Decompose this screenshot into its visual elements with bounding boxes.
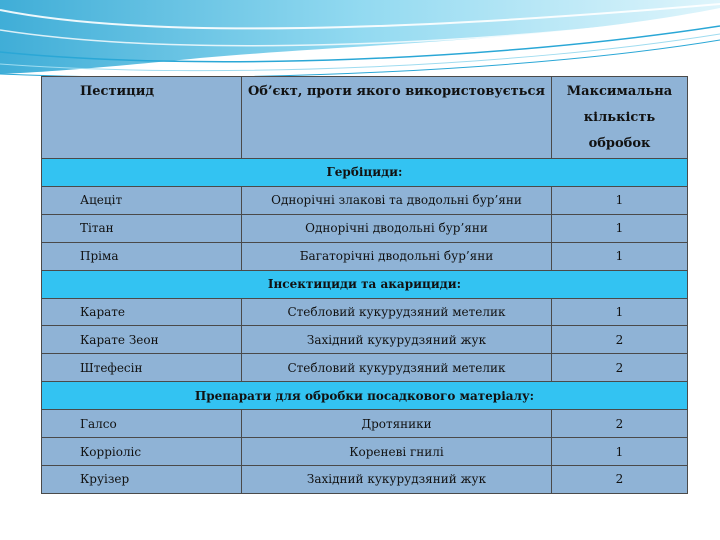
pesticide-name: Штефесін	[42, 354, 242, 382]
pesticide-name: Карате	[42, 298, 242, 326]
table-row	[42, 186, 688, 214]
target-object: Дротяники	[242, 410, 552, 438]
target-object: Однорічні злакові та дводольні бур’яни	[242, 186, 552, 214]
max-treatments: 2	[552, 354, 688, 382]
table-row	[42, 298, 688, 326]
section-title: Інсектициди та акарициди:	[42, 270, 688, 298]
section-title: Гербіциди:	[42, 159, 688, 187]
table-row	[42, 242, 688, 270]
target-object: Стебловий кукурудзяний метелик	[242, 298, 552, 326]
max-treatments: 1	[552, 186, 688, 214]
pesticide-name: Круізер	[42, 465, 242, 493]
pesticide-name: Корріоліс	[42, 438, 242, 466]
target-object: Західний кукурудзяний жук	[242, 326, 552, 354]
section-row	[42, 159, 688, 187]
section-row	[42, 270, 688, 298]
table-row	[42, 214, 688, 242]
table-row	[42, 354, 688, 382]
pesticide-name: Галсо	[42, 410, 242, 438]
target-object: Західний кукурудзяний жук	[242, 465, 552, 493]
target-object: Однорічні дводольні бур’яни	[242, 214, 552, 242]
target-object: Багаторічні дводольні бур’яни	[242, 242, 552, 270]
target-object: Стебловий кукурудзяний метелик	[242, 354, 552, 382]
section-row	[42, 382, 688, 410]
table-row	[42, 438, 688, 466]
table-row	[42, 410, 688, 438]
max-treatments: 2	[552, 410, 688, 438]
table-row	[42, 326, 688, 354]
max-treatments: 2	[552, 465, 688, 493]
max-treatments: 1	[552, 242, 688, 270]
max-treatments: 2	[552, 326, 688, 354]
table-row	[42, 465, 688, 493]
header-max-treatments: Максимальна кількість обробок	[552, 77, 688, 159]
section-title: Препарати для обробки посадкового матеріалу:	[42, 382, 688, 410]
pesticide-name: Ацеціт	[42, 186, 242, 214]
target-object: Кореневі гнилі	[242, 438, 552, 466]
max-treatments: 1	[552, 214, 688, 242]
pesticide-table	[41, 76, 688, 494]
header-pesticide: Пестицид	[42, 77, 242, 159]
pesticide-name: Пріма	[42, 242, 242, 270]
pesticide-name: Карате Зеон	[42, 326, 242, 354]
header-target: Об’єкт, проти якого використовується	[242, 77, 552, 159]
max-treatments: 1	[552, 298, 688, 326]
table-header-row	[42, 77, 688, 159]
pesticide-name: Тітан	[42, 214, 242, 242]
max-treatments: 1	[552, 438, 688, 466]
